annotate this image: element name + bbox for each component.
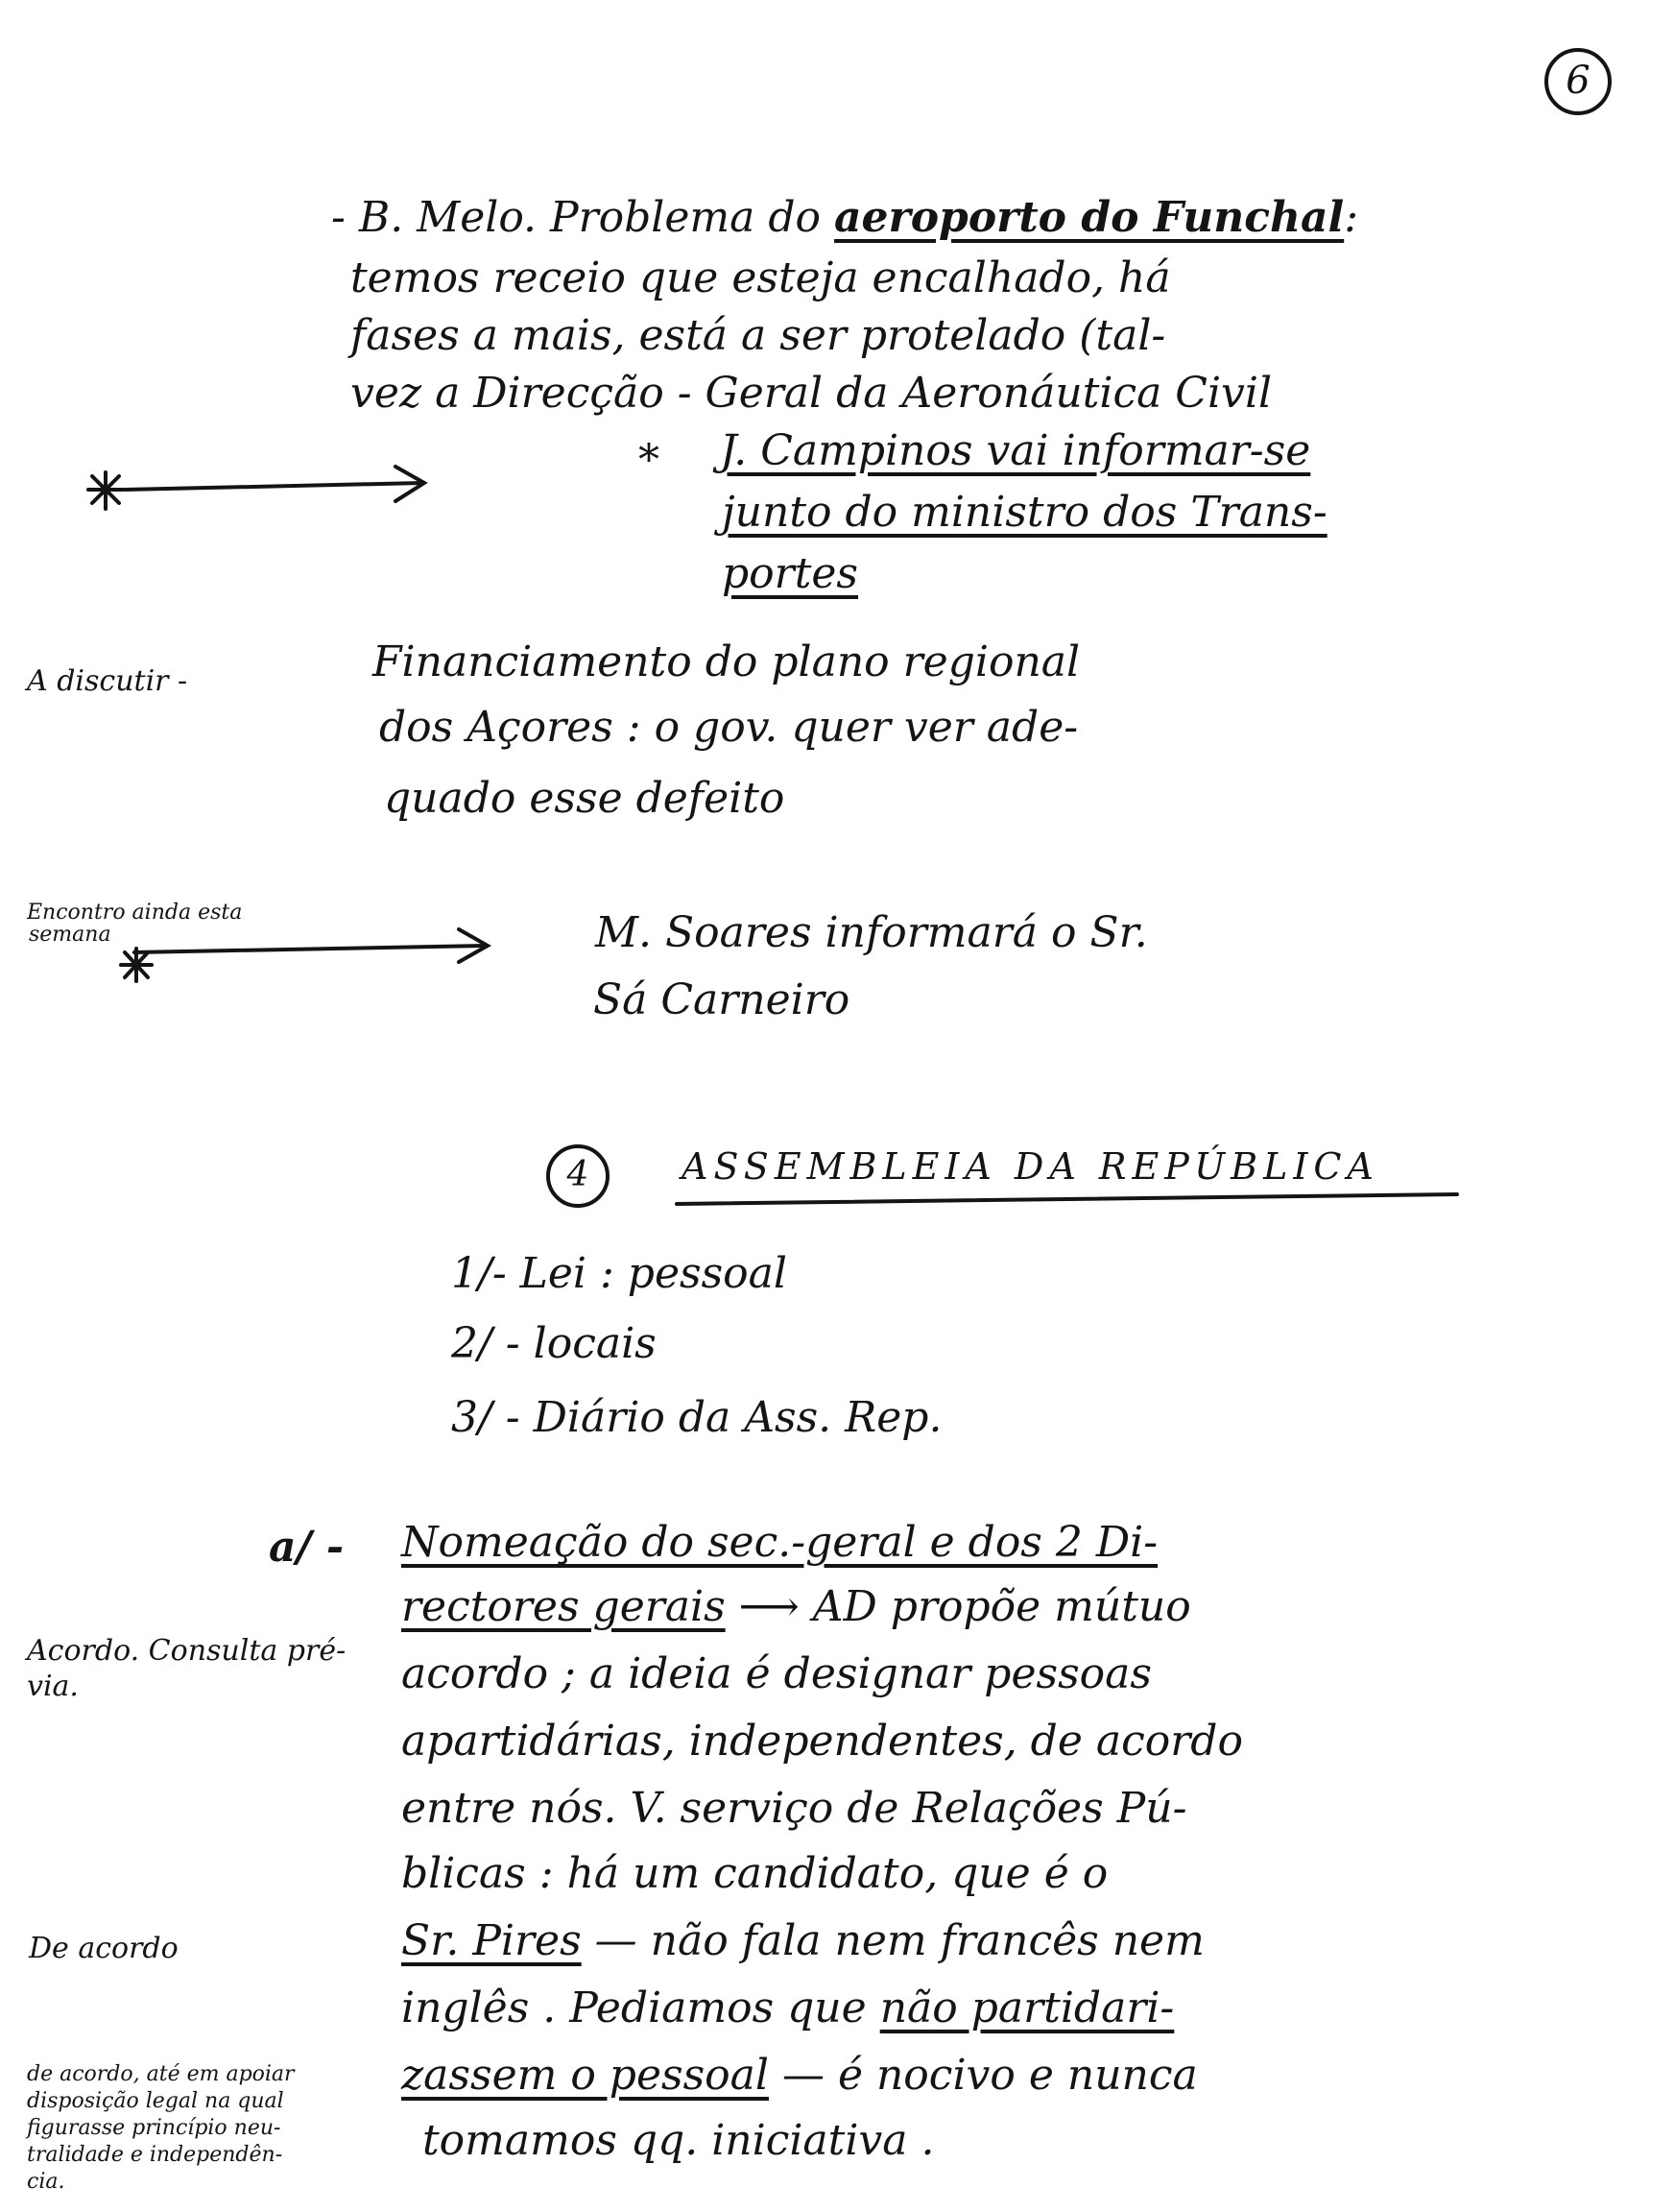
nomeacao-heading: Nomeação do sec.-geral e dos 2 Di- xyxy=(401,1518,1159,1567)
margin-note-discutir: A discutir - xyxy=(27,664,188,698)
action-asterisk: * xyxy=(638,436,659,485)
underlined-phrase: não partidari- xyxy=(879,1984,1175,2032)
aeroporto-action-line: J. Campinos vai informar-se xyxy=(720,426,1311,475)
margin-note-acordo: Acordo. Consulta pré- xyxy=(27,1634,347,1668)
aeroporto-action-line: junto do ministro dos Trans- xyxy=(722,488,1327,537)
aeroporto-colon: : xyxy=(1344,193,1359,242)
nomeacao-line-pires xyxy=(401,1916,1205,1965)
aeroporto-line: temos receio que esteja encalhado, há xyxy=(350,253,1171,302)
aeroporto-topic: aeroporto do Funchal xyxy=(834,193,1345,242)
aeroporto-line: vez a Direcção - Geral da Aeronáutica Civil xyxy=(350,369,1273,418)
section-title: ASSEMBLEIA DA REPÚBLICA xyxy=(682,1145,1379,1188)
section-title-underline xyxy=(677,1194,1457,1204)
margin-note-encontro: Encontro ainda esta xyxy=(27,901,243,925)
arrow-icon xyxy=(125,467,424,501)
nomeacao-label: a/ - xyxy=(269,1523,345,1572)
nomeacao-line: acordo ; a ideia é designar pessoas xyxy=(401,1649,1152,1698)
arrow-icon: ⟶ xyxy=(738,1582,800,1631)
nomeacao-line-zassem xyxy=(401,2051,1198,2100)
margin-note-acordo: via. xyxy=(27,1670,79,1703)
nomeacao-line-ingles xyxy=(401,1984,1175,2032)
margin-note-final: de acordo, até em apoiar xyxy=(27,2062,295,2086)
margin-note-encontro: semana xyxy=(29,923,111,947)
law-item: 2/ - locais xyxy=(451,1319,657,1368)
nomeacao-line: tomamos qq. iniciativa . xyxy=(422,2116,935,2165)
nomeacao-heading-line xyxy=(401,1582,1191,1631)
margin-note-final: tralidade e independên- xyxy=(27,2143,283,2167)
acores-action-line: Sá Carneiro xyxy=(593,975,850,1024)
name-pires: Sr. Pires xyxy=(401,1916,582,1965)
aeroporto-line: fases a mais, está a ser protelado (tal- xyxy=(350,311,1166,360)
margin-note-de-acordo: De acordo xyxy=(29,1932,179,1965)
acores-action-line: M. Soares informará o Sr. xyxy=(595,908,1148,957)
nomeacao-line: apartidárias, independentes, de acordo xyxy=(401,1717,1243,1766)
nomeacao-line-text: — é nocivo e nunca xyxy=(768,2051,1198,2100)
section-number: 4 xyxy=(546,1144,610,1208)
nomeacao-line-text: inglês . Pediamos que xyxy=(401,1984,880,2032)
arrow-icon xyxy=(134,929,488,962)
underlined-phrase: zassem o pessoal xyxy=(401,2051,769,2100)
margin-note-final: figurasse princípio neu- xyxy=(27,2116,281,2140)
acores-line: dos Açores : o gov. quer ver ade- xyxy=(379,703,1079,752)
aeroporto-heading xyxy=(331,193,1359,242)
aeroporto-action-line: portes xyxy=(722,549,858,598)
law-item: 3/ - Diário da Ass. Rep. xyxy=(451,1393,943,1442)
nomeacao-line: entre nós. V. serviço de Relações Pú- xyxy=(401,1784,1187,1833)
margin-note-final: cia. xyxy=(27,2170,65,2194)
nomeacao-heading-cont: rectores gerais xyxy=(401,1582,726,1631)
nomeacao-line-text: — não fala nem francês nem xyxy=(581,1916,1205,1965)
nomeacao-line: AD propõe mútuo xyxy=(812,1582,1191,1631)
asterisk-icon xyxy=(88,472,123,509)
acores-line: quado esse defeito xyxy=(384,774,785,823)
page-number: 6 xyxy=(1544,48,1612,115)
margin-note-final: disposição legal na qual xyxy=(27,2089,284,2113)
acores-line: Financiamento do plano regional xyxy=(372,637,1081,686)
nomeacao-line: blicas : há um candidato, que é o xyxy=(401,1849,1109,1898)
law-item: 1/- Lei : pessoal xyxy=(451,1249,787,1298)
aeroporto-prefix: - B. Melo. Problema do xyxy=(331,193,835,242)
